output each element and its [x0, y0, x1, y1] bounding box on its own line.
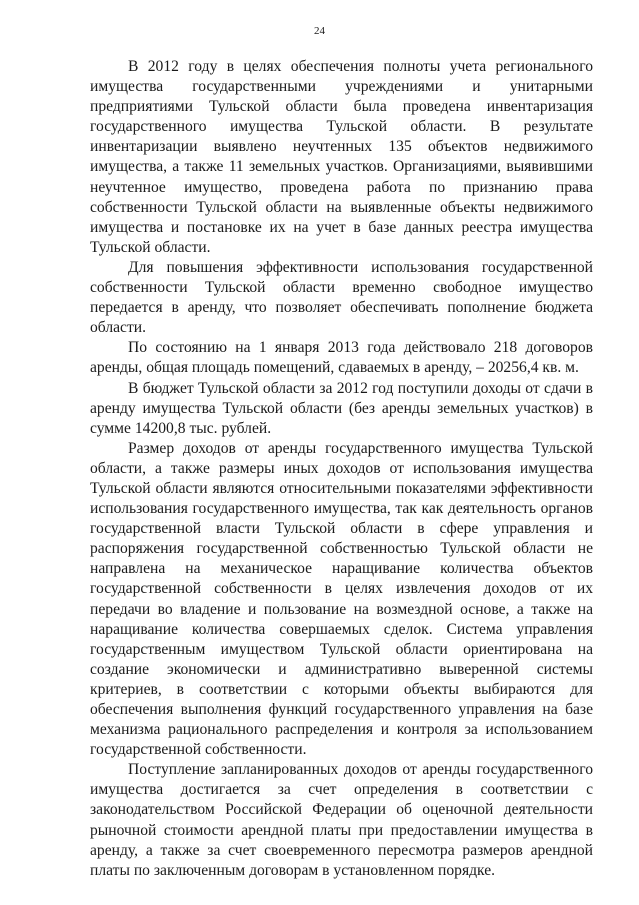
document-body: [90, 57, 593, 881]
paragraph-efficiency-lease: Для повышения эффективности использования государственной собственности Тульской области временно свободное имущество передается в аренду, что позволяет обеспечивать пополнение бюджета области.: [90, 258, 593, 337]
page-number: 24: [314, 25, 325, 37]
paragraph-budget-income: В бюджет Тульской области за 2012 год поступили доходы от сдачи в аренду имущества Тульской области (без аренды земельных участков) в сумме 14200,8 тыс. рублей.: [90, 379, 593, 437]
paragraph-income-indicators: Размер доходов от аренды государственного имущества Тульской области, а также размеры иных доходов от использования имущества Тульской области являются относительными показателями эффективности использования государственного имущества, так как деятельность органов государственной власти Тульской области в сфере управления и распоряжения государственной собственностью Тульской области не направлена на механическое наращивание количества объектов государственной собственности в целях извлечения доходов от их передачи во владение и пользование на возмездной основе, а также на наращивание количества совершаемых сделок. Система управления государственным имуществом Тульской области ориентирована на создание экономически и административно выверенной системы критериев, в соответствии с которыми объекты выбираются для обеспечения выполнения функций государственного управления на базе механизма рационального распределения и контроля за использованием государственной собственности.: [90, 439, 593, 759]
paragraph-planned-income: Поступление запланированных доходов от аренды государственного имущества достигается за счет определения в соответствии с законодательством Российской Федерации об оценочной деятельности рыночной стоимости арендной платы при предоставлении имущества в аренду, а также за счет своевременного пересмотра размеров арендной платы по заключенным договорам в установленном порядке.: [90, 761, 593, 879]
paragraph-inventory-2012: В 2012 году в целях обеспечения полноты учета регионального имущества государственными учреждениями и унитарными предприятиями Тульской области была проведена инвентаризация государственного имущества Тульской области. В результате инвентаризации выявлено неучтенных 135 объектов недвижимого имущества, а также 11 земельных участков. Организациями, выявившими неучтенное имущество, проведена работа по признанию права собственности Тульской области на выявленные объекты недвижимого имущества и постановке их на учет в базе данных реестра имущества Тульской области.: [90, 58, 593, 256]
paragraph-lease-contracts: По состоянию на 1 января 2013 года действовало 218 договоров аренды, общая площадь помещений, сдаваемых в аренду, – 20256,4 кв. м.: [90, 339, 593, 377]
